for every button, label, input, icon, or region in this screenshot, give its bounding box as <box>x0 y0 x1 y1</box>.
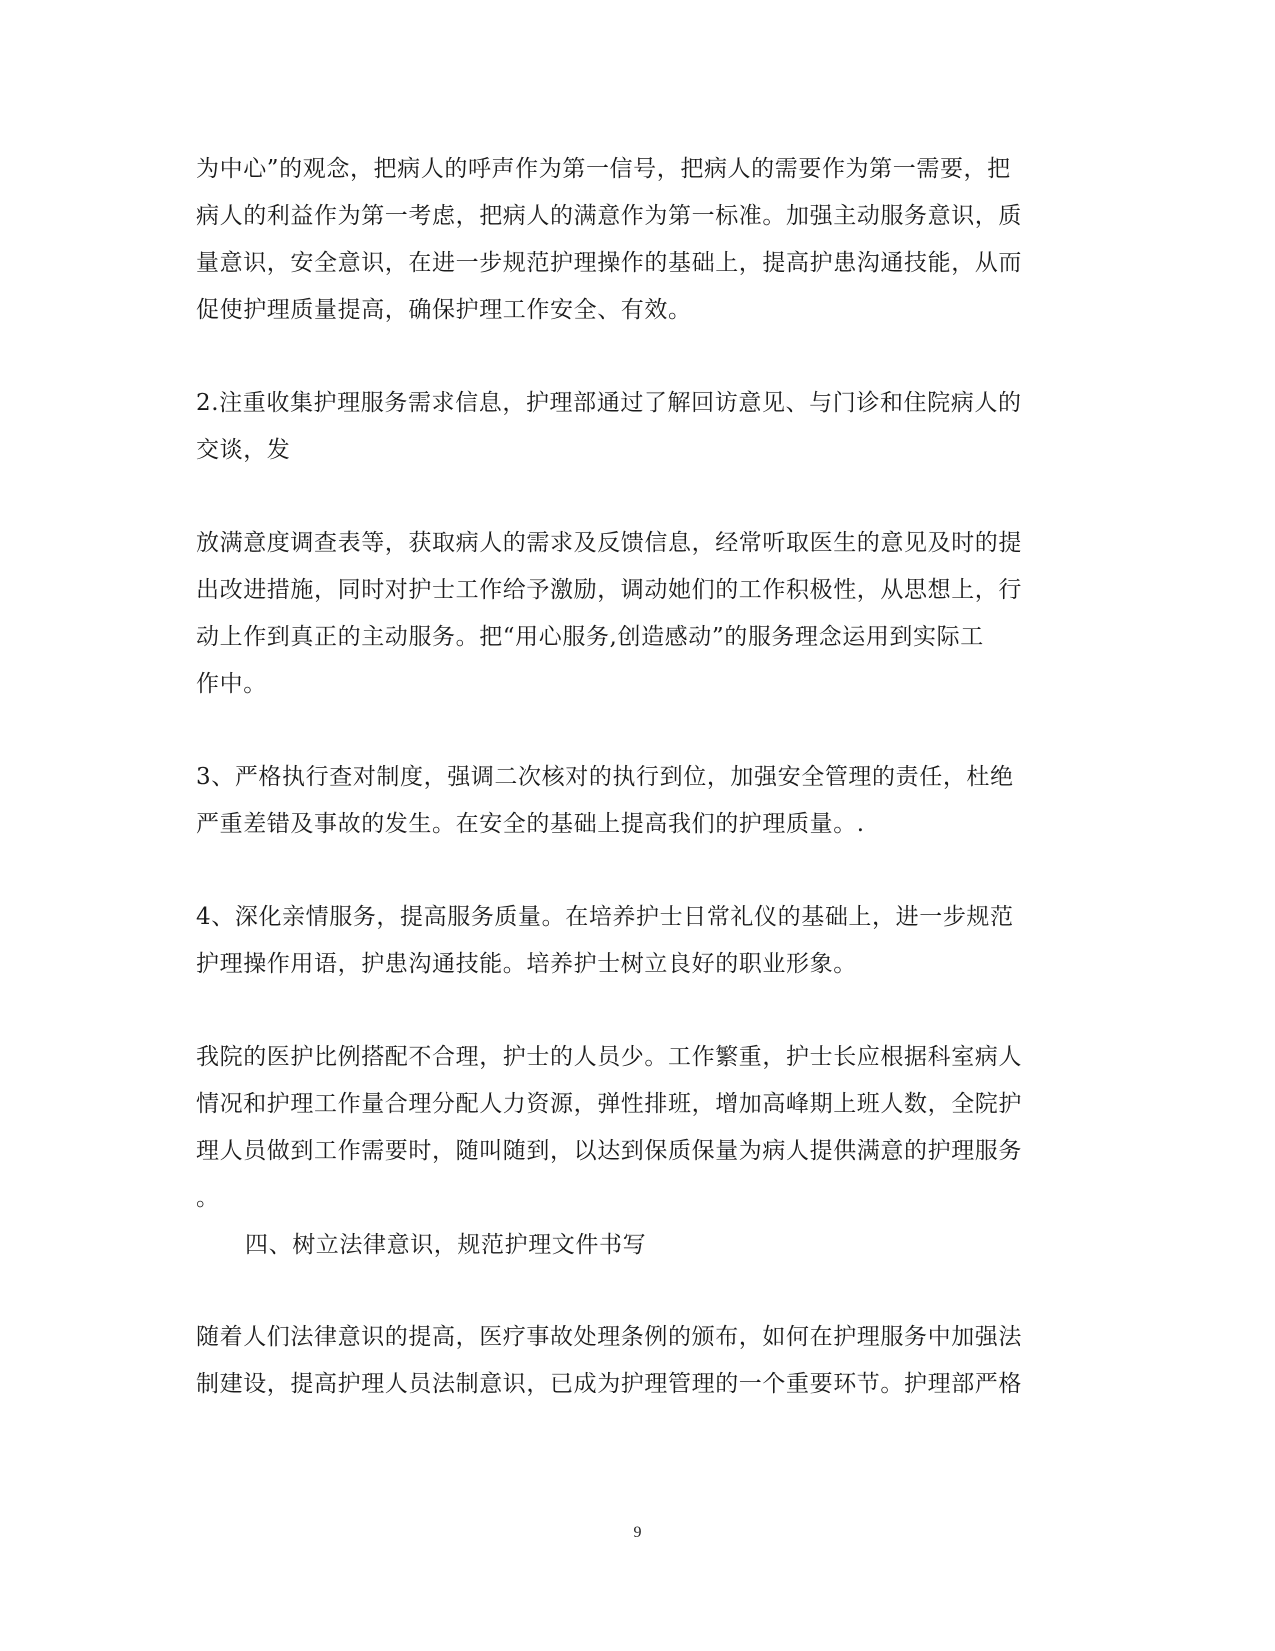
text-line: 理人员做到工作需要时，随叫随到，以达到保质保量为病人提供满意的护理服务 <box>196 1138 1022 1164</box>
text-line: 交谈，发 <box>196 437 291 463</box>
paragraph-item-4 <box>196 894 1086 988</box>
page-number: 9 <box>633 1524 642 1541</box>
paragraph-item-2-continued <box>196 520 1086 708</box>
text-line: 4、深化亲情服务，提高服务质量。在培养护士日常礼仪的基础上，进一步规范 <box>196 904 1014 930</box>
text-line: 3、严格执行查对制度，强调二次核对的执行到位，加强安全管理的责任，杜绝 <box>196 764 1014 790</box>
text-line: 促使护理质量提高，确保护理工作安全、有效。 <box>196 297 692 323</box>
text-line: 量意识，安全意识，在进一步规范护理操作的基础上，提高护患沟通技能，从而 <box>196 250 1022 276</box>
text-line: 情况和护理工作量合理分配人力资源，弹性排班，增加高峰期上班人数，全院护 <box>196 1091 1022 1117</box>
text-line: 随着人们法律意识的提高，医疗事故处理条例的颁布，如何在护理服务中加强法 <box>196 1324 1022 1350</box>
paragraph-patient-centered <box>196 146 1086 334</box>
paragraph-staffing <box>196 1034 1086 1222</box>
text-line: 放满意度调查表等，获取病人的需求及反馈信息，经常听取医生的意见及时的提 <box>196 530 1022 556</box>
section-heading: 四、树立法律意识，规范护理文件书写 <box>245 1232 647 1258</box>
text-line: 护理操作用语，护患沟通技能。培养护士树立良好的职业形象。 <box>196 951 857 977</box>
text-line: 我院的医护比例搭配不合理，护士的人员少。工作繁重，护士长应根据科室病人 <box>196 1044 1022 1070</box>
paragraph-item-2 <box>196 380 1086 474</box>
text-line: 动上作到真正的主动服务。把“用心服务,创造感动”的服务理念运用到实际工 <box>196 624 984 650</box>
text-line: 2.注重收集护理服务需求信息，护理部通过了解回访意见、与门诊和住院病人的 <box>196 390 1022 416</box>
text-line: 。 <box>196 1185 220 1211</box>
text-line: 出改进措施，同时对护士工作给予激励，调动她们的工作积极性，从思想上，行 <box>196 577 1022 603</box>
paragraph-legal-awareness <box>196 1314 1086 1408</box>
paragraph-item-3 <box>196 754 1086 848</box>
text-line: 为中心”的观念，把病人的呼声作为第一信号，把病人的需要作为第一需要，把 <box>196 156 1011 182</box>
text-line: 制建设，提高护理人员法制意识，已成为护理管理的一个重要环节。护理部严格 <box>196 1371 1022 1397</box>
text-line: 病人的利益作为第一考虑，把病人的满意作为第一标准。加强主动服务意识，质 <box>196 203 1022 229</box>
text-line: 严重差错及事故的发生。在安全的基础上提高我们的护理质量。. <box>196 811 865 837</box>
text-line: 作中。 <box>196 671 267 697</box>
